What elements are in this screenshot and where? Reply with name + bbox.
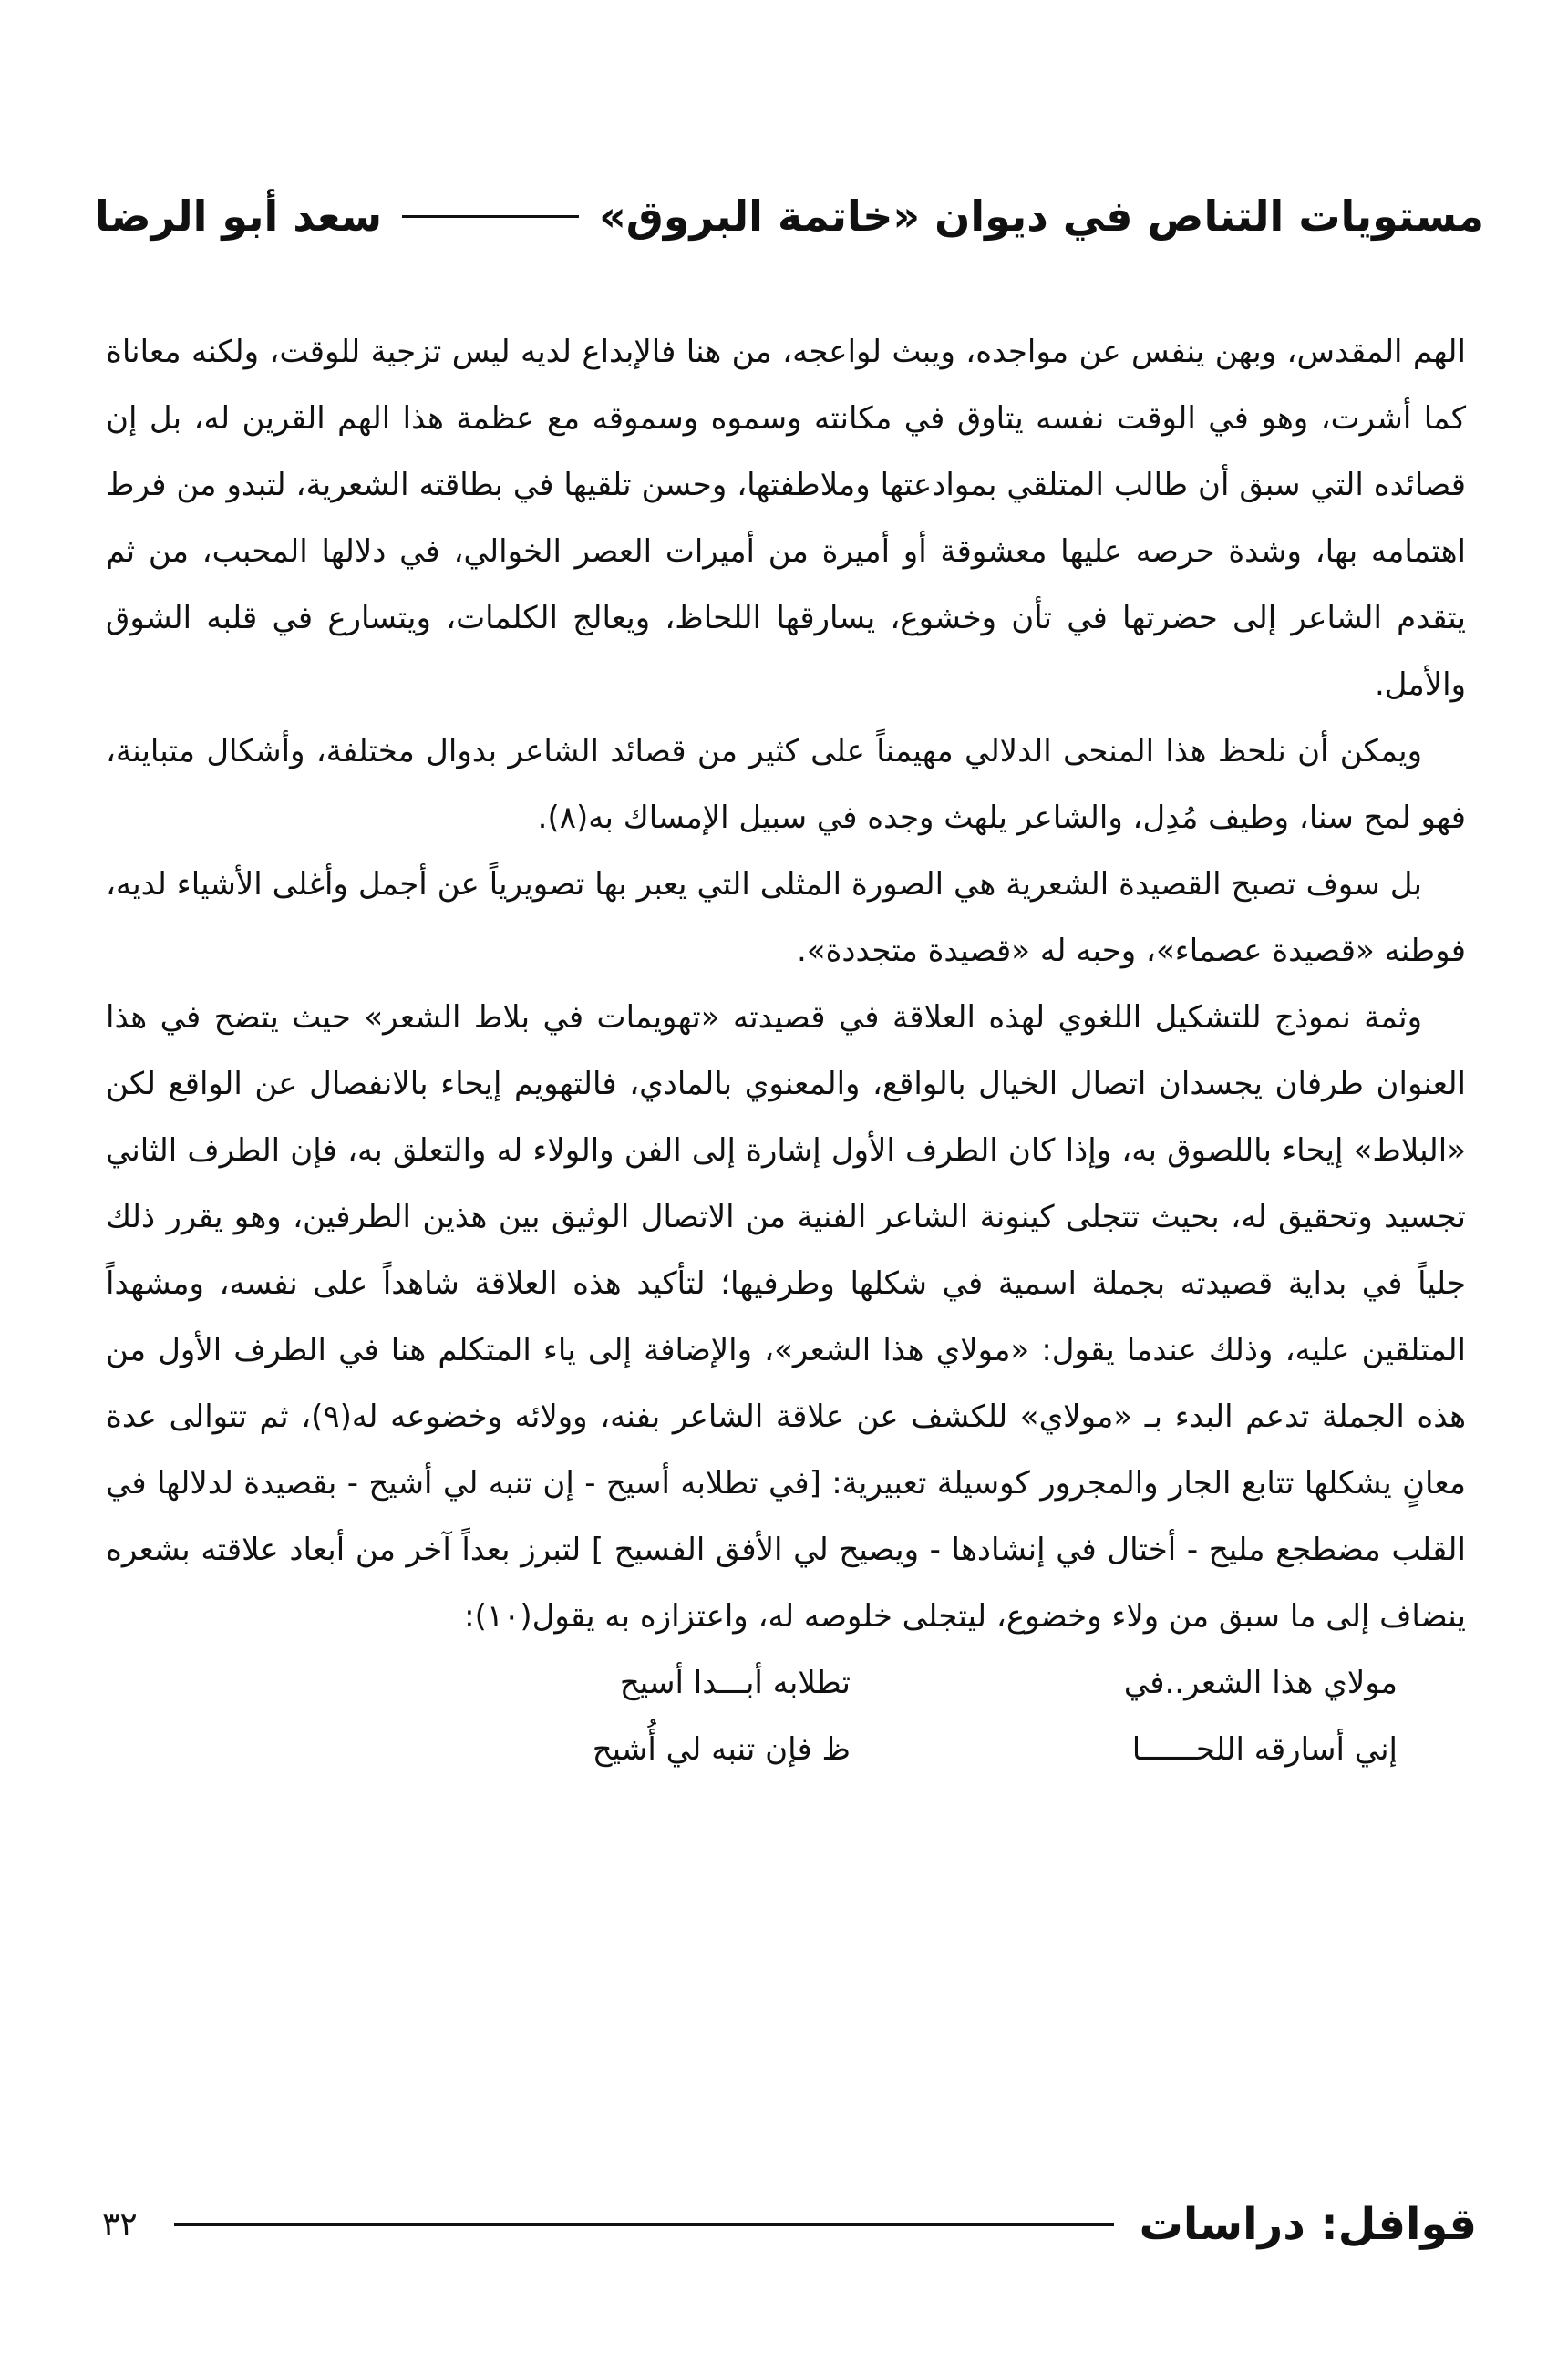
verse-hemistich: إني أسارقه اللحــــــا	[1131, 1731, 1398, 1768]
page-number: ٣٢	[102, 2205, 138, 2244]
verse-hemistich: ظ فإن تنبه لي أُشيح	[592, 1731, 851, 1768]
verse-hemistich: مولاي هذا الشعر..في	[1123, 1665, 1398, 1701]
running-header	[95, 175, 1484, 257]
article-body	[106, 319, 1466, 1783]
paragraph: الهم المقدس، وبهن ينفس عن مواجده، ويبث لواعجه، من هنا فالإبداع لديه ليس تزجية للوقت، ولكنه معاناة كما أشرت، وهو في الوقت نفسه يتاوق في مكانته وسموه وسموقه مع عظمة هذا الهم القرين له، بل إن قصائده التي سبق أن طالب المتلقي بموادعتها وملاطفتها، وحسن تلقيها في بطاقته الشعرية، لتبدو من فرط اهتمامه بها، وشدة حرصه عليها معشوقة أو أميرة من أميرات العصر الخوالي، في دلالها المحبب، من ثم يتقدم الشاعر إلى حضرتها في تأن وخشوع، يسارقها اللحاظ، ويعالج الكلمات، ويتسارع في قلبه الشوق والأمل.	[106, 334, 1466, 703]
article-title: مستويات التناص في ديوان «خاتمة البروق»	[599, 191, 1484, 241]
paragraph: بل سوف تصبح القصيدة الشعرية هي الصورة المثلى التي يعبر بها تصويرياً عن أجمل وأغلى الأشياء لديه، فوطنه «قصيدة عصماء»، وحبه له «قصيدة متجددة».	[106, 866, 1466, 969]
paragraph: ويمكن أن نلحظ هذا المنحى الدلالي مهيمناً على كثير من قصائد الشاعر بدوال مختلفة، وأشكال متباينة، فهو لمح سنا، وطيف مُدِل، والشاعر يلهث وجده في سبيل الإمساك به(٨).	[106, 733, 1466, 836]
header-rule	[402, 215, 579, 218]
poem-verse	[358, 1650, 1398, 1783]
author-name: سعد أبو الرضا	[95, 191, 383, 241]
journal-name: قوافل: دراسات	[1139, 2199, 1477, 2250]
footer-rule	[174, 2223, 1114, 2226]
verse-hemistich: تطلابه أبـــدا أسيح	[619, 1665, 851, 1701]
page-footer	[102, 2188, 1477, 2261]
paragraph: وثمة نموذج للتشكيل اللغوي لهذه العلاقة في قصيدته «تهويمات في بلاط الشعر» حيث يتضح في هذا العنوان طرفان يجسدان اتصال الخيال بالواقع، والمعنوي بالمادي، فالتهويم إيحاء بالانفصال عن الواقع لكن «البلاط» إيحاء باللصوق به، وإذا كان الطرف الأول إشارة إلى الفن والولاء له والتعلق به، فإن الطرف الثاني تجسيد وتحقيق له، بحيث تتجلى كينونة الشاعر الفنية من الاتصال الوثيق بين هذين الطرفين، وهو يقرر ذلك جلياً في بداية قصيدته بجملة اسمية في شكلها وطرفيها؛ لتأكيد هذه العلاقة شاهداً على نفسه، ومشهداً المتلقين عليه، وذلك عندما يقول: «مولاي هذا الشعر»، والإضافة إلى ياء المتكلم هنا في الطرف الأول من هذه الجملة تدعم البدء بـ «مولاي» للكشف عن علاقة الشاعر بفنه، وولائه وخضوعه له(٩)، ثم تتوالى عدة معانٍ يشكلها تتابع الجار والمجرور كوسيلة تعبيرية: [في تطلابه أسيح - إن تنبه لي أشيح - بقصيدة لدلالها في القلب مضطجع مليح - أختال في إنشادها - ويصيح لي الأفق الفسيح ] لتبرز بعداً آخر من أبعاد علاقته بشعره ينضاف إلى ما سبق من ولاء وخضوع، ليتجلى خلوصه له، واعتزازه به يقول(١٠):	[106, 999, 1466, 1635]
